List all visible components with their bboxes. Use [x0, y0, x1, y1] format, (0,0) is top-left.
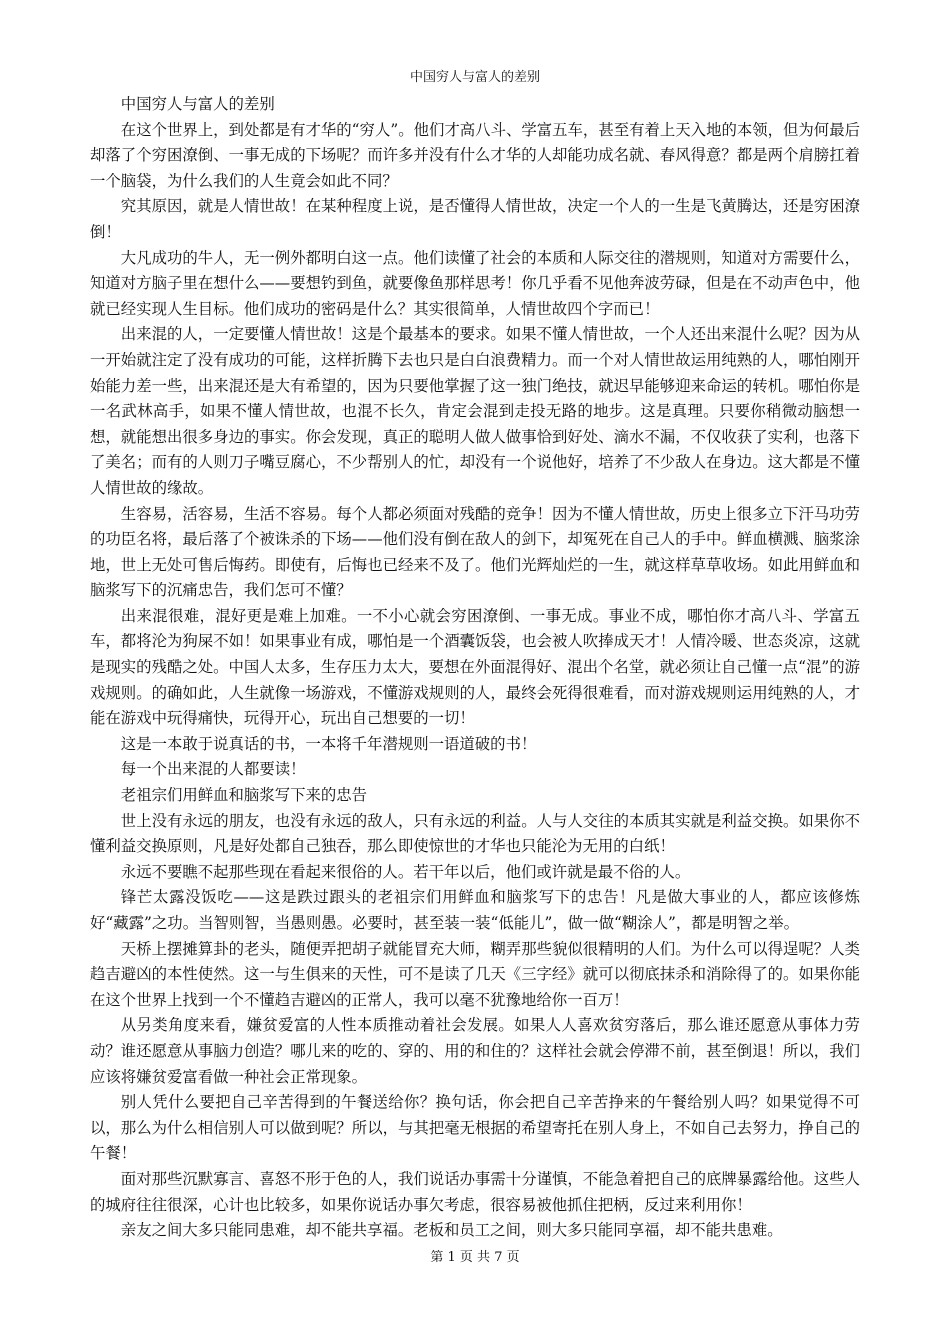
paragraph: 大凡成功的牛人，无一例外都明白这一点。他们读懂了社会的本质和人际交往的潜规则，知道对方需要什么，知道对方脑子里在想什么——要想钓到鱼，就要像鱼那样思考！你几乎看不见他奔波劳碌，但是在不动声色中，他就已经实现人生目标。他们成功的密码是什么？其实很简单，人情世故四个字而已！: [90, 248, 860, 318]
paragraph: 在这个世界上，到处都是有才华的“穷人”。他们才高八斗、学富五车，甚至有着上天入地的本领，但为何最后却落了个穷困潦倒、一事无成的下场呢？而许多并没有什么才华的人却能功成名就、春风得意？都是两个肩膀扛着一个脑袋，为什么我们的人生竟会如此不同？: [90, 120, 860, 190]
paragraph: 生容易，活容易，生活不容易。每个人都必须面对残酷的竞争！因为不懂人情世故，历史上很多立下汗马功劳的功臣名将，最后落了个被诛杀的下场——他们没有倒在敌人的剑下，却冤死在自己人的手中。鲜血横溅、脑浆涂地，世上无处可售后悔药。即使有，后悔也已经来不及了。他们光辉灿烂的一生，就这样草草收场。如此用鲜血和脑浆写下的沉痛忠告，我们怎可不懂？: [90, 504, 860, 600]
paragraph: 锋芒太露没饭吃——这是跌过跟头的老祖宗们用鲜血和脑浆写下的忠告！凡是做大事业的人，都应该修炼好“藏露”之功。当智则智，当愚则愚。必要时，甚至装一装“低能儿”，做一做“糊涂人”，都是明智之举。: [90, 888, 860, 932]
paragraph: 这是一本敢于说真话的书，一本将千年潜规则一语道破的书！: [120, 734, 537, 753]
section-heading: 老祖宗们用鲜血和脑浆写下来的忠告: [120, 786, 368, 805]
paragraph: 别人凭什么要把自己辛苦得到的午餐送给你？换句话，你会把自己辛苦挣来的午餐给别人吗？如果觉得不可以，那么为什么相信别人可以做到呢？所以，与其把毫无根据的希望寄托在别人身上，不如自己去努力，挣自己的午餐！: [90, 1093, 860, 1163]
paragraph: 从另类角度来看，嫌贫爱富的人性本质推动着社会发展。如果人人喜欢贫穷落后，那么谁还愿意从事体力劳动？谁还愿意从事脑力创造？哪儿来的吃的、穿的、用的和住的？这样社会就会停滞不前，甚至倒退！所以，我们应该将嫌贫爱富看做一种社会正常现象。: [90, 1016, 860, 1086]
paragraph: 究其原因，就是人情世故！在某种程度上说，是否懂得人情世故，决定一个人的一生是飞黄腾达，还是穷困潦倒！: [90, 197, 860, 241]
paragraph: 世上没有永远的朋友，也没有永远的敌人，只有永远的利益。人与人交往的本质其实就是利益交换。如果你不懂利益交换原则，凡是好处都自己独吞，那么即使惊世的才华也只能沦为无用的白纸！: [90, 811, 860, 856]
paragraph: 每一个出来混的人都要读！: [120, 760, 306, 779]
paragraph: 天桥上摆摊算卦的老头，随便弄把胡子就能冒充大师，糊弄那些貌似很精明的人们。为什么可以得逞呢？人类趋吉避凶的本性使然。这一与生俱来的天性，可不是读了几天《三字经》就可以彻底抹杀和消除得了的。如果你能在这个世界上找到一个不懂趋吉避凶的正常人，我可以毫不犹豫地给你一百万！: [90, 939, 860, 1009]
paragraph: 面对那些沉默寡言、喜怒不形于色的人，我们说话办事需十分谨慎，不能急着把自己的底牌暴露给他。这些人的城府往往很深，心计也比较多，如果你说话办事欠考虑，很容易被他抓住把柄，反过来利用你！: [90, 1169, 860, 1214]
document-body: [90, 92, 860, 1244]
page-header: 中国穷人与富人的差别: [409, 70, 540, 85]
paragraph: 亲友之间大多只能同患难，却不能共享福。老板和员工之间，则大多只能同享福，却不能共患难。: [120, 1221, 783, 1240]
paragraph: 出来混很难，混好更是难上加难。一不小心就会穷困潦倒、一事无成。事业不成，哪怕你才高八斗、学富五车，都将沦为狗屎不如！如果事业有成，哪怕是一个酒囊饭袋，也会被人吹捧成天才！人情冷暖、世态炎凉，这就是现实的残酷之处。中国人太多，生存压力太大，要想在外面混得好、混出个名堂，就必须让自己懂一点“混”的游戏规则。的确如此，人生就像一场游戏，不懂游戏规则的人，最终会死得很难看，而对游戏规则运用纯熟的人，才能在游戏中玩得痛快，玩得开心，玩出自己想要的一切！: [90, 606, 860, 728]
doc-title: 中国穷人与富人的差别: [120, 95, 275, 113]
paragraph: 永远不要瞧不起那些现在看起来很俗的人。若干年以后，他们或许就是最不俗的人。: [120, 862, 691, 881]
page-footer: 第 1 页 共 7 页: [430, 1250, 520, 1265]
paragraph: 出来混的人，一定要懂人情世故！这是个最基本的要求。如果不懂人情世故，一个人还出来混什么呢？因为从一开始就注定了没有成功的可能，这样折腾下去也只是白白浪费精力。而一个对人情世故运用纯熟的人，哪怕刚开始能力差一些，出来混还是大有希望的，因为只要他掌握了这一独门绝技，就迟早能够迎来命运的转机。哪怕你是一名武林高手，如果不懂人情世故，也混不长久，肯定会混到走投无路的地步。这是真理。只要你稍微动脑想一想，就能想出很多身边的事实。你会发现，真正的聪明人做人做事恰到好处、滴水不漏，不仅收获了实利，也落下了美名；而有的人则刀子嘴豆腐心，不少帮别人的忙，却没有一个说他好，培养了不少敌人在身边。这大都是不懂人情世故的缘故。: [90, 325, 860, 497]
